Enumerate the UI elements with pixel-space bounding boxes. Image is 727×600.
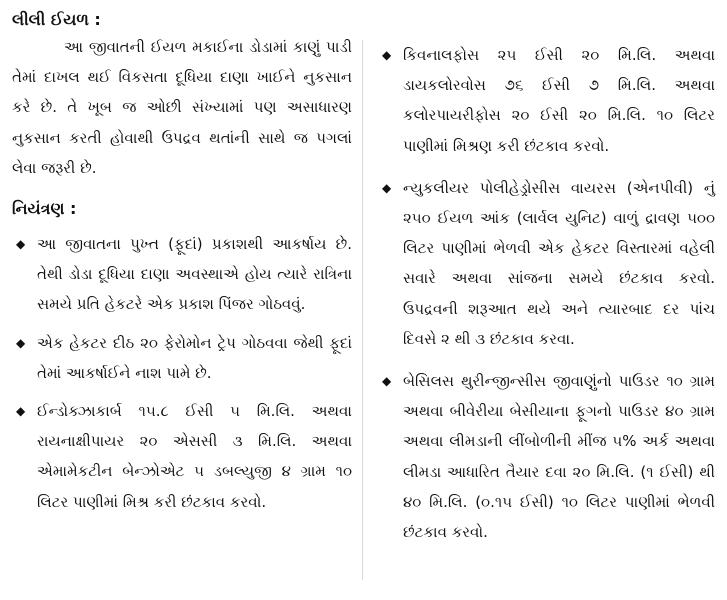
- control-item-text: કિવનાલફોસ ૨૫ ઈસી ૨૦ મિ.લિ. અથવા ડાયકલોરવોસ ૭૬ ઈસી ૭ મિ.લિ. અથવા કલોરપાયરીફોસ ૨૦ ઈસી ૨૦ મિ.લિ. ૧૦ લિટર પાણીમાં મિશ્રણ કરી છંટકાવ કરવો.: [403, 46, 715, 155]
- control-item-4: [378, 40, 715, 161]
- control-heading: નિયંત્રણ :: [12, 199, 77, 219]
- control-item-1: [12, 229, 352, 320]
- control-item-2: [12, 328, 352, 388]
- pest-description: [12, 32, 352, 183]
- control-item-text: આ જીવાતના પુખ્ત (ફૂદાં) પ્રકાશથી આકર્ષાય છે. તેથી ડોડા દૂધિયા દાણા અવસ્થાએ હોય ત્યારે રાત્રિના સમયે પ્રતિ હેકટરે એક પ્રકાશ પિંજર ગોઠવવું.: [37, 235, 352, 314]
- diamond-bullet-icon: ◆: [382, 48, 392, 62]
- control-list-right: [378, 0, 715, 547]
- diamond-bullet-icon: ◆: [16, 404, 26, 419]
- control-item-text: બેસિલસ થુરીન્જીન્સીસ જીવાણુંનો પાઉડર ૧૦ ગ્રામ અથવા બીવેરીયા બેસીયાના ફૂગનો પાઉડર ૪૦ ગ્રામ અથવા લીમડાની લીંબોળીની મીંજ ૫% અર્ક અથવા લીમડા આધારિત તૈયાર દવા ૨૦ મિ.લિ. (૧ ઈસી) થી ૪૦ મિ.લિ. (૦.૧૫ ઈસી) ૧૦ લિટર પાણીમાં ભેળવી છંટકાવ કરવો.: [403, 372, 715, 542]
- pest-heading: લીલી ઈયળ :: [12, 10, 101, 29]
- control-item-5: [378, 173, 715, 354]
- control-item-text: ઈન્ડોક્ઝાકાર્બ ૧૫.૮ ઈસી ૫ મિ.લિ. અથવા રાયનાક્ષીપાયર ૨૦ એસસી ૩ મિ.લિ. અથવા એમામેકટીન બેન્ઝોએટ ૫ ડબલ્યુજી ૪ ગ્રામ ૧૦ લિટર પાણીમાં મિશ્ર કરી છંટકાવ કરવો.: [37, 402, 352, 511]
- diamond-bullet-icon: ◆: [382, 374, 392, 389]
- control-item-3: [12, 396, 352, 517]
- right-column: [378, 0, 715, 547]
- diamond-bullet-icon: ◆: [16, 335, 26, 350]
- diamond-bullet-icon: ◆: [16, 237, 26, 252]
- control-list-left: [12, 229, 352, 517]
- control-item-text: ન્યુકલીયર પોલીહેડ્રોસીસ વાયરસ (એનપીવી) નું ૨૫૦ ઈયળ આંક (લાર્વલ યુનિટ) વાળું દ્રાવણ ૫૦૦ લિટર પાણીમાં ભેળવી એક હેકટર વિસ્તારમાં વહેલી સવારે અથવા સાંજના સમયે છંટકાવ કરવો. ઉપદ્રવની શરૂઆત થયે અને ત્યારબાદ દર પાંચ દિવસે ૨ થી ૩ છંટકાવ કરવા.: [403, 178, 715, 348]
- pest-description-text: આ જીવાતની ઈયળ મકાઈના ડોડામાં કાણું પાડી તેમાં દાખલ થઈ વિકસતા દૂધિયા દાણા ખાઈને નુકસાન કરે છે. તે ખૂબ જ ઓછી સંખ્યામાં પણ અસાધારણ નુકસાન કરતી હોવાથી ઉપદ્રવ થતાંની સાથે જ પગલાં લેવા જરૂરી છે.: [12, 38, 352, 177]
- diamond-bullet-icon: ◆: [382, 180, 392, 195]
- left-column: [12, 0, 352, 517]
- control-item-6: [378, 366, 715, 547]
- column-divider: [362, 40, 363, 580]
- control-item-text: એક હેકટર દીઠ ૨૦ ફેરોમોન ટ્રેપ ગોઠવવા જેથી ફૂદાં તેમાં આકર્ષાઈને નાશ પામે છે.: [37, 333, 352, 382]
